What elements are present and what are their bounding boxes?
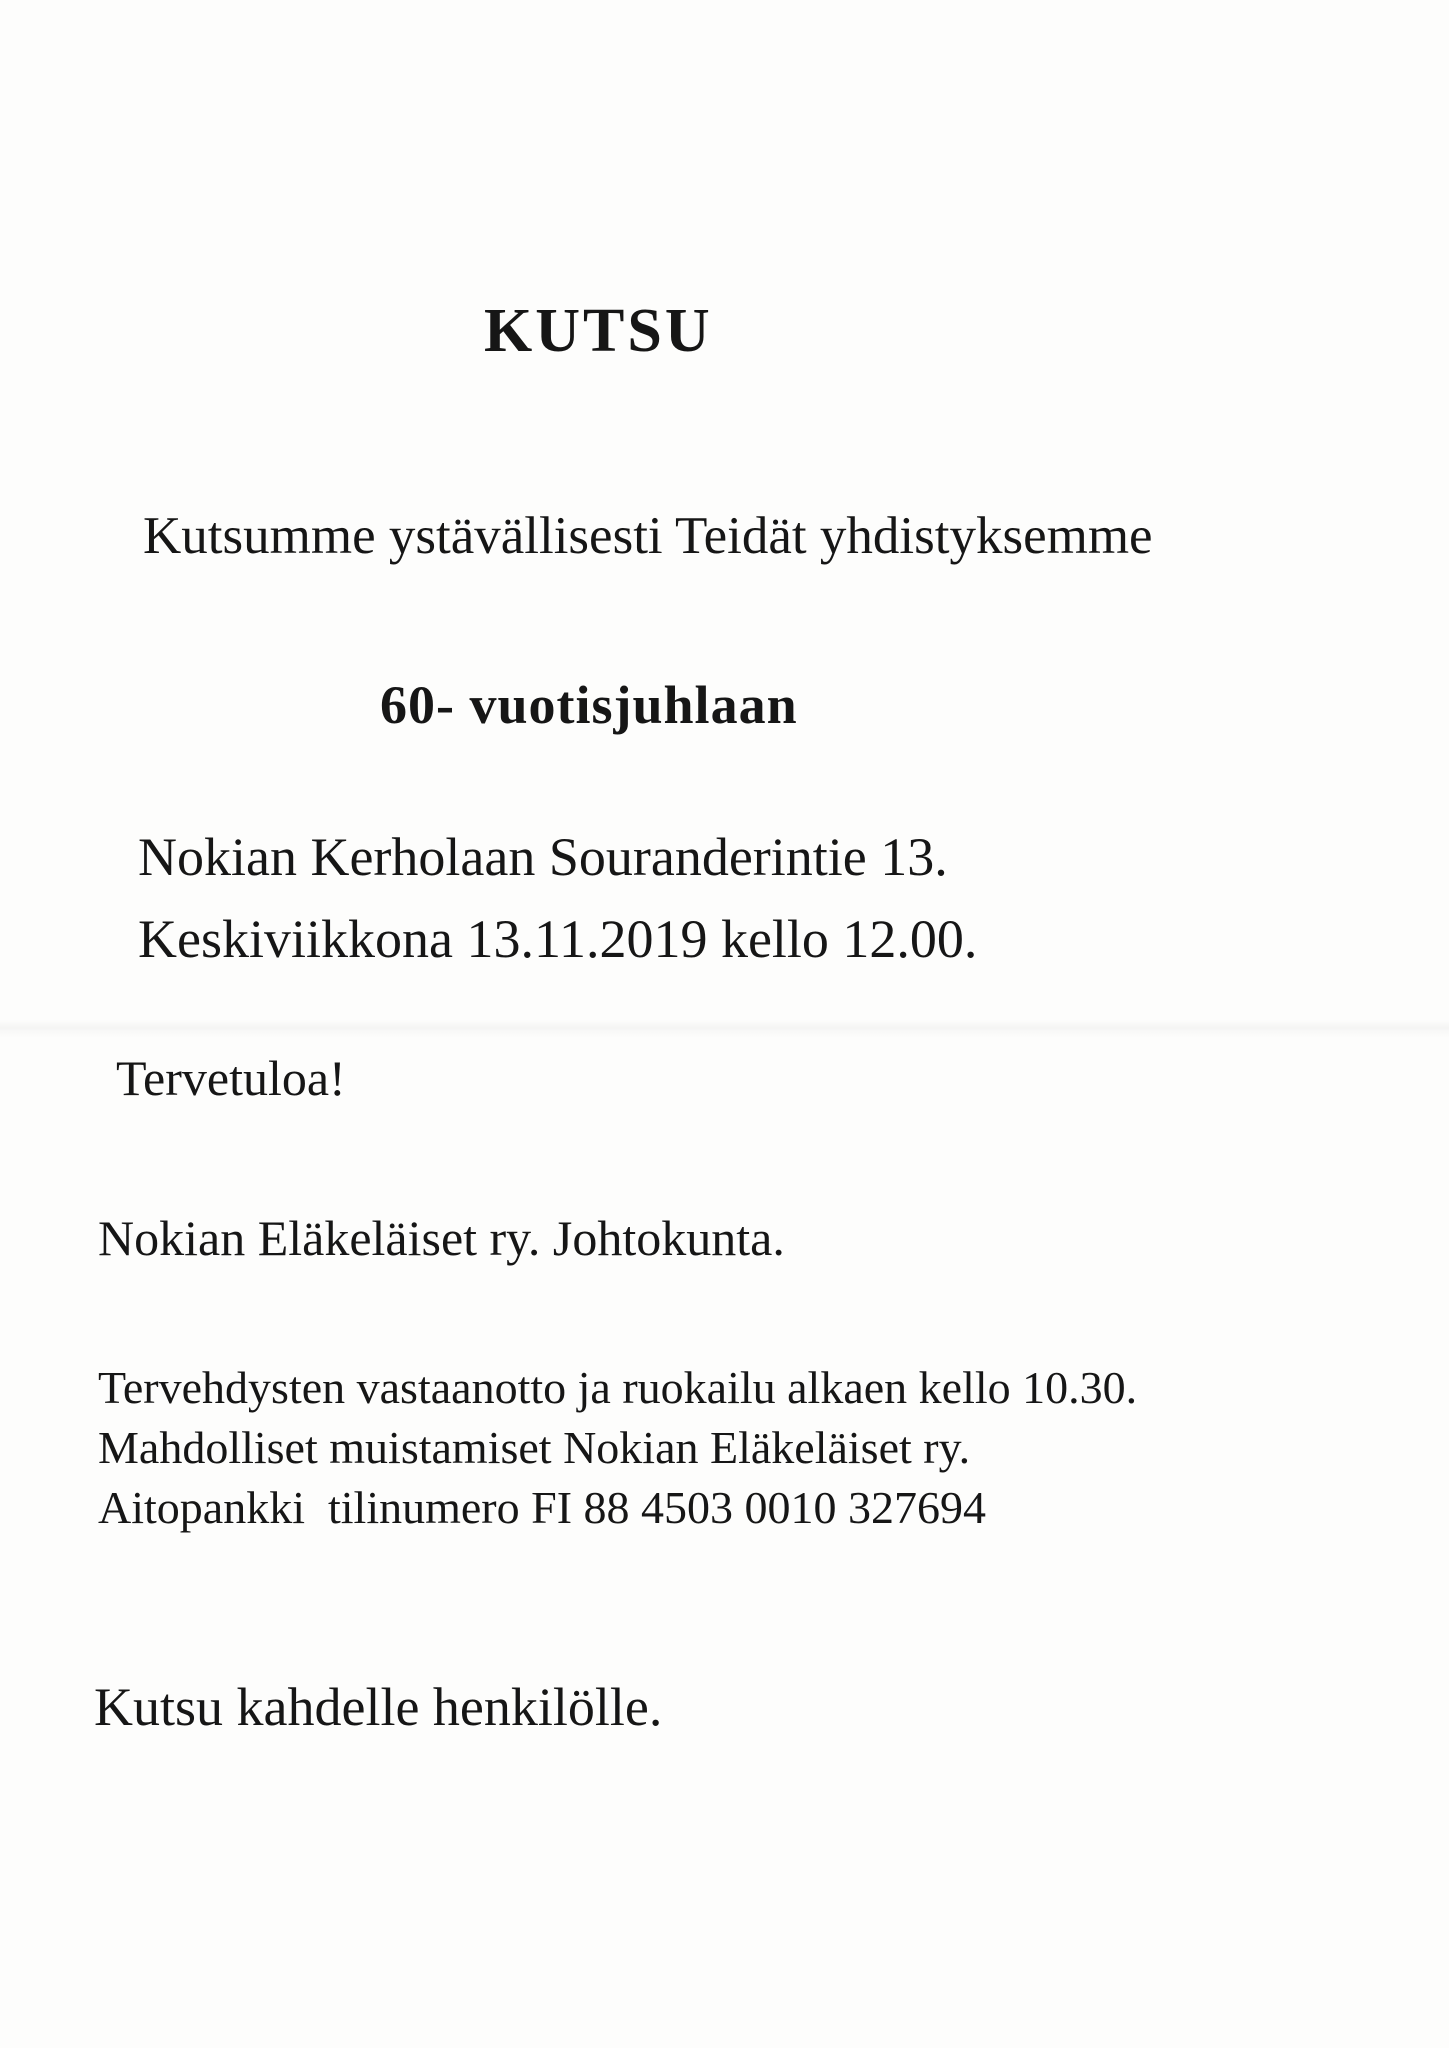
info-line-gifts: Mahdolliset muistamiset Nokian Eläkeläiset ry. <box>98 1422 971 1473</box>
welcome-text: Tervetuloa! <box>116 1050 346 1106</box>
document-title: KUTSU <box>484 297 713 365</box>
info-line-bank-account: Aitopankki tilinumero FI 88 4503 0010 327694 <box>98 1482 987 1533</box>
invitation-intro: Kutsumme ystävällisesti Teidät yhdistyksemme <box>143 507 1153 565</box>
anniversary-heading: 60- vuotisjuhlaan <box>380 675 798 735</box>
event-datetime: Keskiviikkona 13.11.2019 kello 12.00. <box>138 909 978 969</box>
venue-line: Nokian Kerholaan Souranderintie 13. <box>138 827 948 887</box>
info-line-reception: Tervehdysten vastaanotto ja ruokailu alkaen kello 10.30. <box>98 1362 1138 1413</box>
signature-line: Nokian Eläkeläiset ry. Johtokunta. <box>98 1210 785 1266</box>
invitation-footer: Kutsu kahdelle henkilölle. <box>94 1677 663 1737</box>
paper-fold-line <box>0 1020 1449 1038</box>
